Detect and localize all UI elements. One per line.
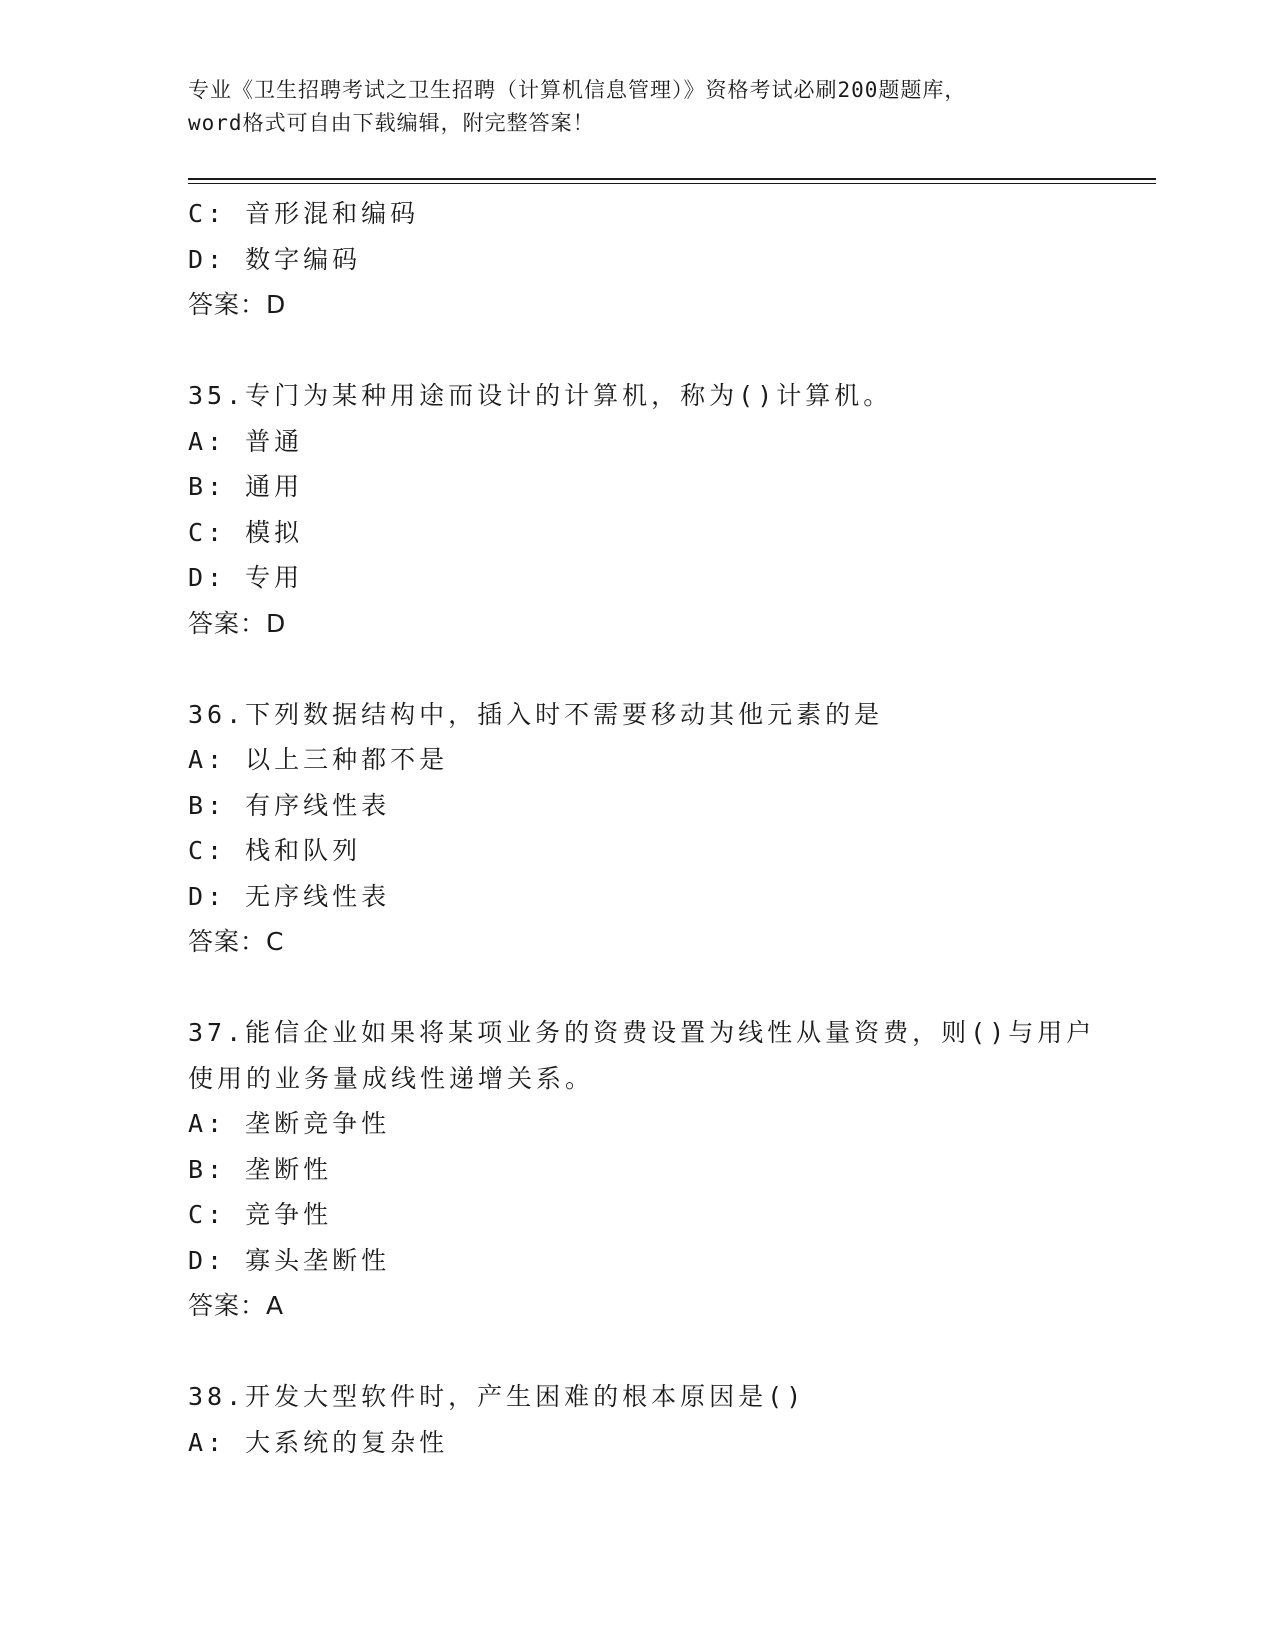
spacer	[188, 965, 1088, 1011]
answer-line: 答案：D	[188, 290, 287, 319]
question-35: 35.专门为某种用途而设计的计算机，称为()计算机。	[188, 381, 893, 410]
header-divider-thin	[188, 183, 1156, 184]
answer-line: 答案：C	[188, 927, 285, 956]
spacer	[188, 328, 1088, 374]
spacer	[188, 646, 1088, 692]
document-header	[188, 74, 1088, 140]
option-a: A: 垄断竞争性	[188, 1109, 391, 1138]
option-d: D: 无序线性表	[188, 881, 391, 911]
option-c: C: 竞争性	[188, 1200, 333, 1229]
option-d: D: 专用	[188, 563, 304, 592]
option-b: B: 垄断性	[188, 1154, 333, 1184]
option-a: A: 以上三种都不是	[188, 745, 449, 774]
option-a: A: 大系统的复杂性	[188, 1427, 449, 1457]
question-37: 37.能信企业如果将某项业务的资费设置为线性从量资费，则()与用户	[188, 1018, 1096, 1047]
header-divider-thick	[188, 178, 1156, 180]
header-line-2: word格式可自由下载编辑，附完整答案！	[188, 111, 595, 135]
question-36: 36.下列数据结构中，插入时不需要移动其他元素的是	[188, 699, 884, 729]
option-c: C: 音形混和编码	[188, 199, 420, 228]
option-d: D: 寡头垄断性	[188, 1245, 391, 1275]
option-d: D: 数字编码	[188, 244, 362, 274]
answer-line: 答案：A	[188, 1291, 285, 1320]
option-c: C: 栈和队列	[188, 836, 362, 865]
spacer	[188, 1329, 1088, 1375]
answer-line: 答案：D	[188, 608, 287, 638]
option-b: B: 有序线性表	[188, 790, 391, 820]
option-a: A: 普通	[188, 426, 304, 456]
question-38: 38.开发大型软件时，产生困难的根本原因是()	[188, 1382, 806, 1411]
option-b: B: 通用	[188, 472, 304, 501]
option-c: C: 模拟	[188, 517, 304, 547]
header-line-1: 专业《卫生招聘考试之卫生招聘（计算机信息管理）》资格考试必刷200题题库，	[188, 78, 967, 102]
question-37-continuation: 使用的业务量成线性递增关系。	[188, 1063, 595, 1093]
question-list	[188, 191, 1096, 1465]
